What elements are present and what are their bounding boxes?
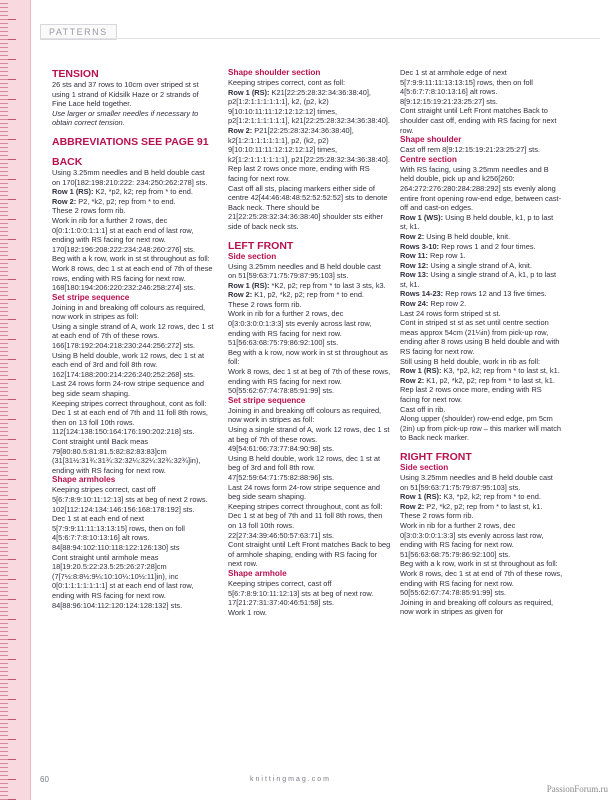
row-instruction: Row 1 (RS): *K2, p2; rep from * to last 3 sts, k3.	[228, 280, 386, 290]
paragraph: Work 8 rows, dec 1 st at beg of 7th of these rows, ending with RS facing for next row.	[228, 367, 391, 386]
paragraph: Joining in and breaking off colours as required, now work in stripes as given for	[400, 597, 554, 617]
paragraph: Cont straight until Left Front matches Back to shoulder cast off, ending with RS facing for next row.	[400, 106, 557, 135]
paragraph: Dec 1 st at each end of 7th and 11 foll 8th rows, then on 13 foll 10th rows.	[52, 408, 208, 427]
paragraph: 50[55:62:67:74:78:85:91:99] sts.	[228, 386, 335, 396]
subheading: Set stripe sequence	[228, 395, 306, 405]
row-instruction: Row 2: K1, p2, *k2, p2; rep from * to end.	[228, 290, 364, 300]
footer-site: knittingmag.com	[250, 776, 331, 783]
row-instruction: Row 1 (RS): K3, *p2, k2; rep from * to last st, k1.	[400, 366, 560, 376]
row-instruction: Row 2: P2, *k2, p2; rep from * to last st, k1.	[400, 501, 543, 511]
paragraph: Cont straight until Left Front matches Back to beg of armhole shaping, ending with RS facing for next row.	[228, 540, 391, 569]
paragraph: 22[27:34:39:46:50:57:63:71] sts.	[228, 530, 335, 540]
column-3	[400, 68, 563, 617]
paragraph: Cont straight until armhole meas 18[19:20.5:22:23.5:25:26:27:28]cm (7[7½:8:8½:9¼:10:10¼:10½:11]in), inc 0[0:1:1:1:1:1:1:1] st at each end of last row, ending with RS facing for next row.	[52, 552, 194, 600]
paragraph: 51[56:63:68:75:79:86:92:100] sts.	[400, 549, 511, 559]
row-instruction: Row 24: Rep row 2.	[400, 299, 467, 309]
paragraph: 102[112:124:134:146:156:168:178:192] sts.	[52, 504, 195, 514]
row-instruction: Row 2: Using B held double, knit.	[400, 231, 511, 241]
paragraph: Beg with a k row, now work in st st throughout as foll:	[228, 347, 388, 367]
ruler-edge	[30, 0, 31, 800]
paragraph: 8[9:12:15:19:21:23:25:27] sts.	[400, 96, 498, 106]
paragraph: 168[180:194:206:220:232:246:258:274] sts.	[52, 283, 196, 293]
row-instruction: Row 13: Using a single strand of A, k1, p to last st, k1.	[400, 270, 557, 289]
paragraph: 84[88:94:102:110:118:122:126:130] sts	[52, 542, 180, 552]
row-instruction: Row 12: Using a single strand of A, knit.	[400, 260, 532, 270]
paragraph: 51[56:63:68:75:79:86:92:100] sts.	[228, 338, 339, 348]
subheading: Shape armholes	[52, 475, 116, 485]
page-number: 60	[40, 775, 49, 784]
row-instruction: Row 11: Rep row 1.	[400, 251, 466, 261]
back-heading: BACK	[52, 155, 83, 168]
paragraph: Work 1 row.	[228, 607, 267, 617]
paragraph: Keeping stripes correct throughout, cont as foll:	[52, 398, 207, 408]
watermark: PassionForum.ru	[546, 784, 608, 794]
tension-note: Use larger or smaller needles if necessary to obtain correct tension.	[52, 108, 199, 128]
paragraph: Dec 1 st at each end of next 5[7:9:9:11:11:13:13:15] rows, then on foll 4[5:6:7:7:8:10:13:16] alt rows.	[52, 514, 185, 543]
paragraph: Still using B held double, work in rib as foll:	[400, 356, 541, 366]
header-divider	[40, 38, 600, 39]
paragraph: Work 8 rows, dec 1 st at end of 7th of these rows, ending with RS facing for next row.	[400, 568, 563, 588]
paragraph: Using a single strand of A, work 12 rows, dec 1 st at beg of 7th of these rows.	[228, 425, 390, 444]
paragraph: Using 3.25mm needles and B held double cast on 51[59:63:71:75:79:87:95:103] sts.	[228, 261, 381, 281]
row-instruction: Row 1 (RS): K21[22:25:28:32:34:36:38:40], p2[1:2:1:1:1:1:1:1], k2, (p2, k2) 9[10:10:11:11:12:12:12:12] times, p2[1:2:1:1:1:1:1:1], k21[22:25:28:32:34:36:38:40].	[228, 87, 390, 126]
paragraph: Using 3.25mm needles and B held double cast on 51[59:63:71:75:79:87:95:103] sts.	[400, 472, 553, 492]
paragraph: 166[178:192:204:218:230:244:256:272] sts.	[52, 341, 196, 351]
paragraph: Work 8 rows, dec 1 st at each end of 7th of these rows, ending with RS facing for next row.	[52, 263, 213, 283]
paragraph: 50[55:62:67:74:78:85:91:99] sts.	[400, 588, 507, 598]
paragraph: Work in rib for a further 2 rows, dec 0[3:0:3:0:0:1:3:3] sts evenly across last row, ending with RS facing for next row.	[400, 520, 544, 550]
paragraph: Using B held double, work 12 rows, dec 1 st at each end of 3rd and foll 8th row.	[52, 350, 204, 370]
paragraph: Keeping stripes correct, cast off 5[6:7:8:9:10:11:12:13] sts at beg of next row.	[228, 578, 374, 598]
row-instruction: Row 1 (WS): Using B held double, k1, p to last st, k1.	[400, 212, 554, 232]
paragraph: Last 24 rows form 24-row stripe sequence and beg side seam shaping.	[52, 379, 204, 399]
paragraph: Using 3.25mm needles and B held double cast on 170[182:198:210:222: 234:250:262:278] sts.	[52, 167, 208, 187]
paragraph: Dec 1 st at beg of 7th and 11 foll 8th rows, then on 13 foll 10th rows.	[228, 511, 383, 530]
paragraph: These 2 rows form rib.	[228, 299, 302, 309]
paragraph: Cast off rem 8[9:12:15:19:21:23:25:27] sts.	[400, 145, 540, 155]
paragraph: Keeping stripes correct, cont as foll:	[228, 78, 346, 87]
paragraph: 84[88:96:104:112:120:124:128:132] sts.	[52, 600, 183, 610]
paragraph: Using a single strand of A, work 12 rows, dec 1 st at each end of 7th of these rows.	[52, 321, 214, 341]
paragraph: Along upper (shoulder) row-end edge, pm 5cm (2in) up from pick-up row – this marker will match to Back neck marker.	[400, 414, 561, 443]
paragraph: Cast off all sts, placing markers either side of centre 42[44:46:48:48:52:52:52:52] sts to denote Back neck. There should be 21[22:25:28:32:34:36:38:40] shoulder sts either side of back neck sts.	[228, 183, 388, 231]
right-front-heading: RIGHT FRONT	[400, 450, 472, 463]
row-instruction: Rows 3-10: Rep rows 1 and 2 four times.	[400, 241, 536, 251]
paragraph: Keeping stripes correct throughout, cont as foll:	[228, 501, 383, 511]
paragraph: 17[21:27:31:37:40:46:51:58] sts.	[228, 598, 335, 608]
paragraph: Work in rib for a further 2 rows, dec 0[3:0:3:0:0:1:3:3] sts evenly across last row, ending with RS facing for next row.	[228, 309, 372, 338]
paragraph: Last 24 rows form striped st st.	[400, 308, 501, 318]
decorative-ruler	[0, 0, 30, 800]
row-instruction: Row 1 (RS): K3, *p2, k2; rep from * to end.	[400, 492, 541, 502]
paragraph: Keeping stripes correct, cast off 5[6:7:8:9:10:11:12:13] sts at beg of next 2 rows.	[52, 485, 208, 504]
paragraph: 162[174:188:200:214:226:240:252:268] sts.	[52, 369, 196, 379]
tension-heading: TENSION	[52, 68, 99, 80]
subheading: Shape shoulder	[400, 135, 462, 145]
column-1	[52, 68, 215, 610]
section-tag: PATTERNS	[40, 24, 117, 40]
paragraph: Rep last 2 rows once more, ending with RS facing for next row.	[400, 385, 542, 404]
subheading: Set stripe sequence	[52, 292, 130, 302]
paragraph: These 2 rows form rib.	[400, 511, 474, 521]
paragraph: Rep last 2 rows once more, ending with RS facing for next row.	[228, 164, 370, 183]
paragraph: Dec 1 st at armhole edge of next 5[7:9:9:11:11:13:13:15] rows, then on foll 4[5:6:7:7:8:10:13:16] alt rows.	[400, 68, 533, 97]
paragraph: With RS facing, using 3.25mm needles and B held double, pick up and k256[260: 264:272:276:280:284:288:292] sts evenly along entire front opening row-end edge, between cast-off and cast-on edges.	[400, 164, 562, 213]
paragraph: Joining in and breaking off colours as required, now work in stripes as foll:	[52, 302, 206, 322]
row-instruction: Row 2: K1, p2, *k2, p2; rep from * to last st, k1.	[400, 375, 555, 385]
subheading: Shape shoulder section	[228, 68, 321, 77]
row-instruction: Row 2: P21[22:25:28:32:34:36:38:40], k2[1:2:1:1:1:1:1:1], p2, (k2, p2) 9[10:10:11:11:12:12:12:12] times, k2[1:2:1:1:1:1:1:1], p21[22:25:28:32:34:36:38:40].	[228, 125, 390, 164]
row-instruction: Row 2: P2, *k2, p2; rep from * to end.	[52, 196, 176, 206]
paragraph: These 2 rows form rib.	[52, 206, 126, 216]
subheading: Side section	[228, 251, 277, 261]
left-front-heading: LEFT FRONT	[228, 239, 294, 252]
paragraph: 112[124:138:150:164:176:190:202:218] sts.	[52, 427, 195, 437]
paragraph: Beg with a k row, work in st st throughout as foll:	[52, 254, 210, 264]
subheading: Centre section	[400, 154, 457, 164]
paragraph: Using B held double, work 12 rows, dec 1 st at beg of 3rd and foll 8th row.	[228, 453, 380, 473]
paragraph: Last 24 rows form 24-row stripe sequence and beg side seam shaping.	[228, 482, 380, 502]
paragraph: Beg with a k row, work in st st throughout as foll:	[400, 559, 558, 569]
paragraph: Cont straight until Back meas 79[80:80.5:81:81.5:82:82:83:83]cm (31[31½:31¾:31¾:32:32¼:32¼:32¾:32¾]in), ending with RS facing for next row.	[52, 437, 201, 475]
paragraph: 49[54:61:66:73:77:84:90:98] sts.	[228, 444, 335, 454]
subheading: Side section	[400, 462, 449, 472]
row-instruction: Row 1 (RS): K2, *p2, k2; rep from * to end.	[52, 187, 193, 197]
row-instruction: Rows 14-23: Rep rows 12 and 13 five times.	[400, 289, 547, 299]
paragraph: Cast off in rib.	[400, 404, 446, 414]
paragraph: Joining in and breaking off colours as required, now work in stripes as foll:	[228, 405, 382, 425]
column-2	[228, 68, 391, 617]
subheading: Shape armhole	[228, 568, 287, 578]
paragraph: 47[52:59:64:71:75:82:88:96] sts.	[228, 472, 335, 482]
paragraph: Cont in striped st st as set until centre section meas approx 54cm (21¼in) from pick-up row, ending after 8 rows using B held double and with RS facing for next row.	[400, 318, 560, 357]
tension-text: 26 sts and 37 rows to 10cm over striped st st using 1 strand of Kidsilk Haze or 2 strands of Fine Lace held together.	[52, 80, 199, 109]
paragraph: Work in rib for a further 2 rows, dec 0[0:1:1:0:0:1:1:1] st at each end of last row, ending with RS facing for next row. 170[182:196:208:222:234:248:260:276] sts.	[52, 215, 196, 254]
abbreviations-heading: ABBREVIATIONS SEE PAGE 91	[52, 135, 209, 148]
